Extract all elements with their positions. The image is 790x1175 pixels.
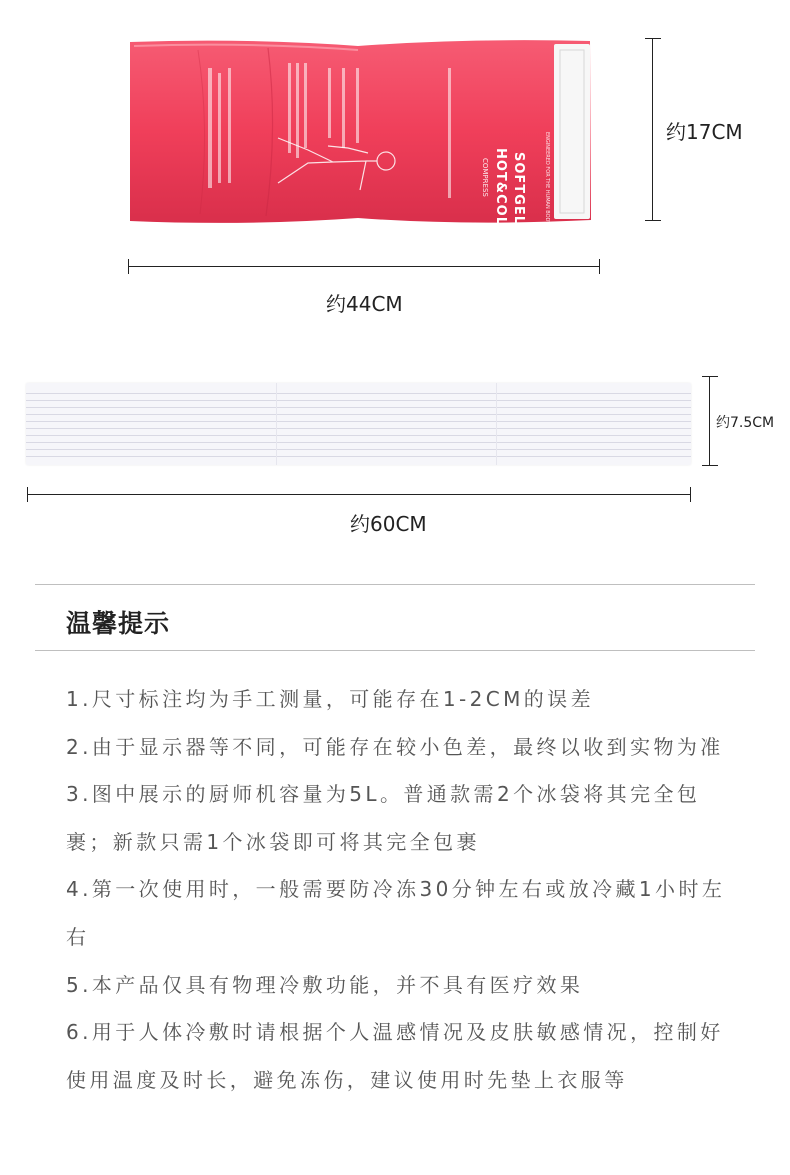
tip-item: 1.尺寸标注均为手工测量，可能存在1-2CM的误差 — [66, 687, 594, 711]
gel-height-label: 约17CM — [666, 120, 743, 144]
strap-height-dimension-line — [709, 376, 710, 466]
gel-height-dimension-line — [652, 38, 653, 221]
section-divider-top — [35, 584, 755, 585]
tip-item: 5.本产品仅具有物理冷敷功能，并不具有医疗效果 — [66, 972, 584, 997]
tip-item: 2.由于显示器等不同，可能存在较小色差，最终以收到实物为准 — [66, 734, 724, 759]
tip-item: 3.图中展示的厨师机容量为5L。普通款需2个冰袋将其完全包裹；新款只需1个冰袋即可将其完全包裹 — [66, 782, 701, 854]
section-divider-bottom — [35, 650, 755, 651]
tips-list — [66, 676, 746, 1104]
gel-small-text: ENGINEERED FOR THE HUMAN BODY — [544, 132, 550, 225]
gel-pack-image — [128, 38, 592, 238]
gel-width-label: 约44CM — [326, 292, 403, 316]
strap-width-label: 约60CM — [350, 512, 427, 536]
strap-height-label: 约7.5CM — [716, 415, 775, 431]
strap-image — [26, 383, 691, 465]
tip-item: 6.用于人体冷敷时请根据个人温感情况及皮肤敏感情况，控制好使用温度及时长，避免冻伤，建议使用时先垫上衣服等 — [66, 1020, 724, 1092]
tips-title: 温馨提示 — [66, 609, 171, 638]
gel-brand-text: SOFTGEL — [511, 152, 526, 225]
strap-width-dimension-line — [27, 494, 691, 495]
gel-subtitle-text: HOT&COLD — [493, 148, 508, 238]
tip-item: 4.第一次使用时，一般需要防冷冻30分钟左右或放冷藏1小时左右 — [66, 877, 726, 949]
gel-tag-text: COMPRESS — [481, 158, 489, 197]
gel-width-dimension-line — [128, 266, 600, 267]
